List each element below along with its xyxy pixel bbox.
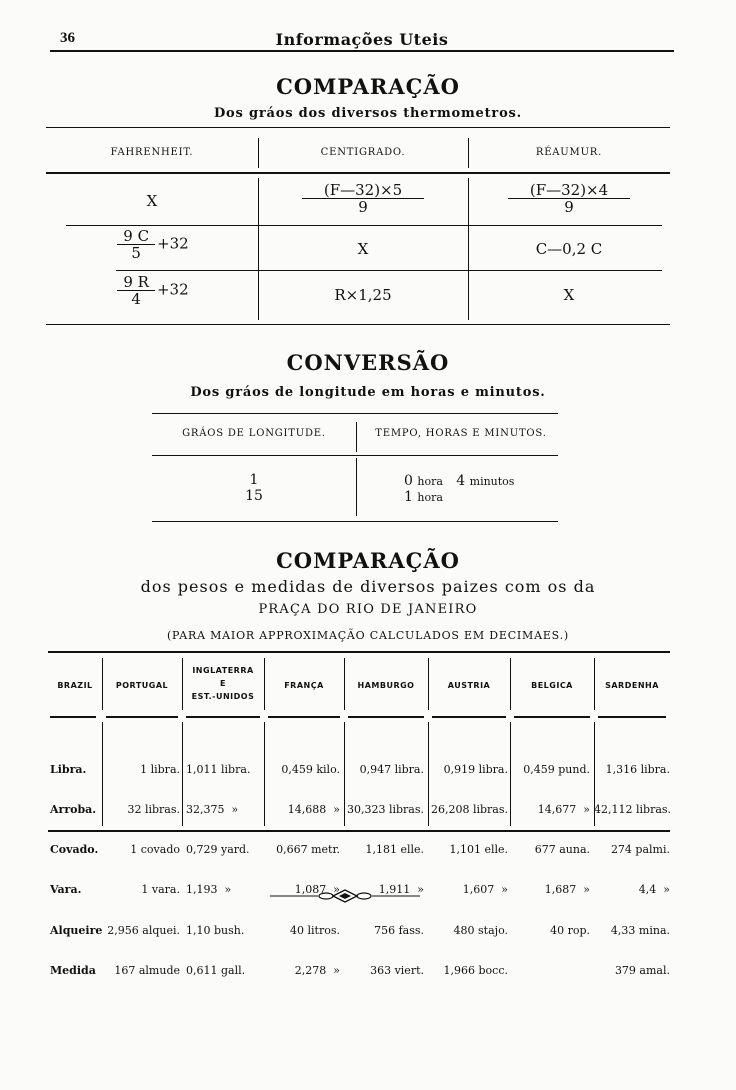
fraction-numerator: (F—32)×4 bbox=[508, 182, 630, 199]
table-cell: 167 almude bbox=[114, 963, 180, 977]
degrees-value: 15 bbox=[245, 488, 263, 504]
col-divider bbox=[356, 458, 357, 516]
col-belgica: BELGICA bbox=[531, 681, 573, 690]
fraction-suffix: +32 bbox=[156, 280, 189, 299]
col-divider bbox=[594, 658, 595, 710]
col-degrees: GRÁOS DE LONGITUDE. bbox=[182, 428, 326, 439]
section1-subtitle: Dos gráos dos diversos thermometros. bbox=[213, 106, 522, 121]
table-cell: 4,4 » bbox=[638, 883, 670, 897]
cell-f-row1: X bbox=[146, 192, 158, 210]
section3-bottom-rule bbox=[48, 830, 670, 832]
table-cell: 42,112 libras. bbox=[594, 803, 672, 817]
col-inglaterra bbox=[182, 664, 264, 703]
time-cell bbox=[404, 473, 514, 505]
table-cell: Vara. bbox=[50, 883, 82, 897]
section1-header-rule bbox=[46, 172, 670, 174]
table-cell: Medida bbox=[50, 963, 96, 977]
table-cell: 32 libras. bbox=[127, 803, 180, 817]
table-cell: 363 viert. bbox=[370, 963, 424, 977]
table-cell: 0,459 pund. bbox=[523, 762, 590, 776]
fraction-denominator: 9 bbox=[358, 198, 368, 216]
table-cell: 32,375 » bbox=[186, 803, 239, 817]
degrees-value: 1 bbox=[249, 472, 259, 488]
col-brazil: BRAZIL bbox=[57, 681, 93, 690]
time-value: 4 bbox=[456, 473, 466, 489]
table-cell: 1,193 » bbox=[186, 883, 232, 897]
table-cell: 0,729 yard. bbox=[186, 843, 250, 857]
header-rule-segment bbox=[432, 716, 506, 718]
fraction-denominator: 4 bbox=[131, 290, 141, 308]
section2-top-rule bbox=[152, 413, 558, 414]
table-cell: 0,947 libra. bbox=[359, 762, 424, 776]
table-cell: Alqueire bbox=[50, 923, 103, 937]
degrees-cell bbox=[152, 472, 356, 504]
page-number: 36 bbox=[60, 30, 75, 46]
col-sardenha: SARDENHA bbox=[605, 681, 659, 690]
row-rule bbox=[116, 270, 662, 271]
header-rule-segment bbox=[106, 716, 178, 718]
col-inglaterra-line: EST.-UNIDOS bbox=[191, 692, 255, 701]
time-value: 0 bbox=[404, 473, 413, 489]
table-cell: 0,611 gall. bbox=[186, 963, 246, 977]
col-fahrenheit: FAHRENHEIT. bbox=[110, 147, 194, 158]
table-cell: 14,688 » bbox=[287, 803, 340, 817]
col-inglaterra-line: INGLATERRA bbox=[192, 666, 254, 675]
belgica-column bbox=[510, 736, 590, 1004]
table-cell: 1,101 elle. bbox=[449, 843, 508, 857]
tailpiece-ornament-icon bbox=[270, 888, 420, 904]
section2-bottom-rule bbox=[152, 521, 558, 522]
time-value: 1 bbox=[404, 489, 413, 505]
col-centigrado: CENTIGRADO. bbox=[320, 147, 406, 158]
table-cell: Libra. bbox=[50, 762, 87, 776]
section3-subtitle2: PRAÇA DO RIO DE JANEIRO bbox=[258, 602, 478, 617]
table-cell: Arroba. bbox=[50, 803, 97, 817]
table-cell: 14,677 » bbox=[537, 803, 590, 817]
fraction-denominator: 5 bbox=[131, 244, 141, 262]
cell-r-row2: C—0,2 C bbox=[535, 240, 603, 258]
table-cell: 1,911 » bbox=[378, 883, 424, 897]
table-cell: 1,687 » bbox=[544, 883, 590, 897]
header-rule-segment bbox=[50, 716, 96, 718]
table-cell: 1 libra. bbox=[140, 762, 180, 776]
cell-c-row3: R×1,25 bbox=[334, 286, 392, 304]
col-divider bbox=[356, 422, 357, 452]
cell-c-row1 bbox=[258, 182, 468, 215]
table-cell: 30,323 libras. bbox=[346, 803, 424, 817]
col-divider bbox=[182, 658, 183, 710]
table-cell: 1,316 libra. bbox=[605, 762, 670, 776]
time-unit: hora bbox=[417, 491, 443, 504]
running-head bbox=[50, 28, 674, 52]
fraction-denominator: 9 bbox=[564, 198, 574, 216]
cell-c-row2: X bbox=[357, 240, 369, 258]
cell-f-row2 bbox=[46, 228, 258, 261]
col-austria: AUSTRIA bbox=[447, 681, 491, 690]
header-rule-segment bbox=[598, 716, 666, 718]
inglaterra-column bbox=[186, 736, 262, 1004]
time-unit: minutos bbox=[469, 475, 515, 488]
col-divider bbox=[468, 178, 469, 320]
cell-r-row3: X bbox=[563, 286, 575, 304]
col-time: TEMPO, HORAS E MINUTOS. bbox=[375, 428, 547, 439]
table-cell: Covado. bbox=[50, 843, 99, 857]
section1-bottom-rule bbox=[46, 324, 670, 325]
table-cell: 1,607 » bbox=[462, 883, 508, 897]
fraction-numerator: 9 C bbox=[117, 228, 155, 245]
col-portugal: PORTUGAL bbox=[115, 681, 169, 690]
table-cell: 2,278 » bbox=[294, 963, 340, 977]
col-inglaterra-line: E bbox=[220, 679, 226, 688]
section3-title: COMPARAÇÃO bbox=[276, 548, 460, 573]
section2-title: CONVERSÃO bbox=[286, 350, 450, 375]
table-cell: 756 fass. bbox=[374, 923, 424, 937]
col-divider bbox=[264, 658, 265, 710]
section3-subtitle: dos pesos e medidas de diversos paizes com os da bbox=[140, 577, 596, 596]
time-unit: hora bbox=[417, 475, 443, 488]
col-divider bbox=[182, 722, 183, 826]
table-cell: 1,966 bocc. bbox=[443, 963, 508, 977]
col-divider bbox=[258, 138, 259, 168]
table-cell: 480 stajo. bbox=[453, 923, 508, 937]
table-cell: 1,181 elle. bbox=[365, 843, 424, 857]
col-divider bbox=[344, 658, 345, 710]
section3-top-rule bbox=[48, 651, 670, 653]
table-cell: 677 auna. bbox=[534, 843, 590, 857]
table-cell: 0,459 kilo. bbox=[281, 762, 340, 776]
table-cell: 1 vara. bbox=[141, 883, 180, 897]
table-cell bbox=[510, 964, 590, 977]
col-divider bbox=[428, 658, 429, 710]
table-cell: 1 covado bbox=[130, 843, 180, 857]
fraction-suffix: +32 bbox=[157, 234, 189, 253]
section1-title: COMPARAÇÃO bbox=[276, 74, 460, 99]
section2-subtitle: Dos gráos de longitude em horas e minutos. bbox=[190, 385, 546, 400]
header-rule-segment bbox=[268, 716, 340, 718]
fraction-numerator: 9 R bbox=[117, 274, 155, 291]
col-franca: FRANÇA bbox=[284, 681, 324, 690]
fraction-numerator: (F—32)×5 bbox=[302, 182, 424, 199]
col-divider bbox=[468, 138, 469, 168]
section3-note: (PARA MAIOR APPROXIMAÇÃO CALCULADOS EM DECIMAES.) bbox=[166, 629, 570, 642]
hamburgo-column bbox=[344, 736, 424, 1004]
table-cell: 0,667 metr. bbox=[276, 843, 340, 857]
sardenha-column bbox=[594, 736, 670, 1004]
cell-f-row3 bbox=[46, 274, 258, 307]
header-rule-segment bbox=[514, 716, 590, 718]
table-cell: 2,956 alquei. bbox=[107, 923, 180, 937]
table-cell: 379 amal. bbox=[614, 963, 670, 977]
col-reaumur: RÉAUMUR. bbox=[535, 147, 603, 158]
austria-column bbox=[428, 736, 508, 1004]
col-divider bbox=[102, 658, 103, 710]
cell-r-row1 bbox=[468, 182, 670, 215]
col-hamburgo: HAMBURGO bbox=[357, 681, 415, 690]
table-cell: 26,208 libras. bbox=[430, 803, 508, 817]
col-divider bbox=[258, 178, 259, 320]
row-rule bbox=[66, 225, 662, 226]
portugal-column bbox=[102, 736, 180, 1004]
table-cell: 40 litros. bbox=[290, 923, 340, 937]
table-cell: 274 palmi. bbox=[610, 843, 670, 857]
table-cell: 0,919 libra. bbox=[443, 762, 508, 776]
running-title: Informações Uteis bbox=[275, 30, 449, 49]
section1-top-rule bbox=[46, 127, 670, 128]
table-cell: 4,33 mina. bbox=[610, 923, 670, 937]
table-cell: 1,011 libra. bbox=[186, 762, 251, 776]
header-rule-segment bbox=[348, 716, 424, 718]
table-cell: 1,087 » bbox=[294, 883, 340, 897]
section2-header-rule bbox=[152, 455, 558, 456]
table-cell: 40 rop. bbox=[550, 923, 590, 937]
header-rule-segment bbox=[186, 716, 260, 718]
franca-column bbox=[264, 736, 340, 1004]
col-divider bbox=[510, 658, 511, 710]
brazil-column bbox=[50, 736, 103, 1004]
table-cell: 1,10 bush. bbox=[186, 923, 245, 937]
